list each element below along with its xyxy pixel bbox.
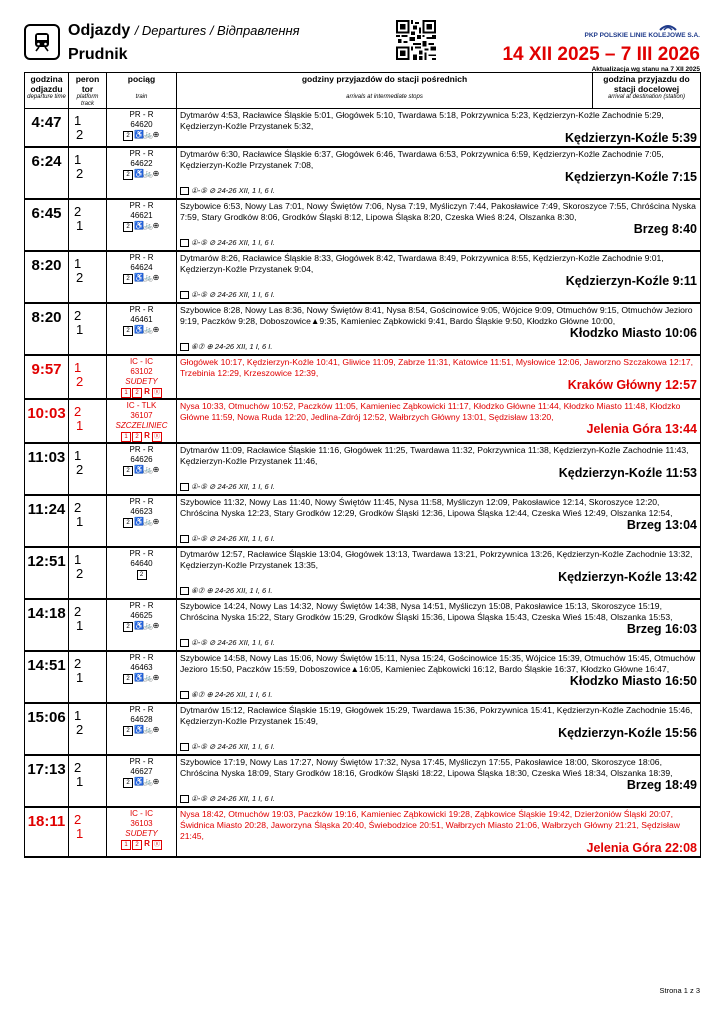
train-number: 46627	[130, 767, 153, 776]
platform-number: 2	[74, 812, 82, 827]
platform-track	[69, 199, 107, 251]
platform-number: 1	[74, 152, 82, 167]
train-amenities	[107, 674, 176, 684]
train-info	[107, 303, 177, 355]
departure-row	[25, 703, 701, 755]
train-info	[107, 703, 177, 755]
reservation-required-icon: R	[144, 387, 150, 396]
departure-row	[25, 755, 701, 807]
bicycle-icon: 🚲	[143, 273, 153, 282]
bicycle-icon: 🚲	[143, 777, 153, 786]
bistro-icon: ⊕	[152, 273, 160, 282]
service-note: ①-⑤ ⊘ 24-26 XII, 1 I, 6 I.	[180, 741, 697, 752]
bistro-icon: ⊕	[152, 725, 160, 734]
train-info	[107, 495, 177, 547]
train-amenities	[107, 726, 176, 736]
platform-track	[69, 303, 107, 355]
train-name: SZCZELINIEC	[115, 421, 168, 430]
service-note: ⑥⑦ ⊕ 24-26 XII, 1 I, 6 I.	[180, 341, 697, 352]
train-info	[107, 251, 177, 303]
route-cell	[177, 147, 701, 199]
calendar-icon	[180, 187, 189, 195]
platform-number: 2	[74, 656, 82, 671]
platform-number: 2	[74, 760, 82, 775]
departure-row	[25, 443, 701, 495]
train-category: PR - R	[129, 497, 154, 506]
train-icon	[24, 24, 60, 60]
platform-track	[69, 599, 107, 651]
service-note: ①-⑤ ⊘ 24-26 XII, 1 I, 6 I.	[180, 481, 697, 492]
destination: Jelenia Góra 13:44	[586, 422, 697, 436]
second-class-icon: 2	[123, 170, 133, 180]
destination: Brzeg 8:40	[633, 222, 697, 236]
second-class-icon: 2	[123, 466, 133, 476]
track-number: 1	[76, 774, 84, 789]
intermediate-stops: Dytmarów 4:53, Racławice Śląskie 5:01, Głogówek 5:10, Twardawa 5:18, Pokrzywnica 5:23, Kędzierzyn-Koźle Zachodnie 5:29, Kędzierzyn-Koźle Przystanek 5:32,	[180, 110, 664, 131]
calendar-icon	[180, 587, 189, 595]
bistro-icon: ⊕	[152, 621, 160, 630]
train-name: SUDETY	[125, 377, 158, 386]
service-note: ①-⑤ ⊘ 24-26 XII, 1 I, 6 I.	[180, 533, 697, 544]
departure-time: 8:20	[25, 303, 69, 355]
train-name: SUDETY	[125, 829, 158, 838]
departure-time: 14:51	[25, 651, 69, 703]
train-category: PR - R	[129, 110, 154, 119]
route-cell	[177, 251, 701, 303]
train-info	[107, 399, 177, 443]
departure-time: 9:57	[25, 355, 69, 399]
service-note: ①-⑤ ⊘ 24-26 XII, 1 I, 6 I.	[180, 793, 697, 804]
intermediate-stops: Nysa 18:42, Otmuchów 19:03, Paczków 19:16, Kamieniec Ząbkowicki 19:28, Ząbkowice Śląskie 19:42, Dzierżoniów Śląski 20:07, Świdnica Miasto 20:28, Jaworzyna Śląska 20:40, Świebodzice 20:51, Wałbrzych Miasto 21:06, Wałbrzych Główny 21:21, Sędzisław 21:45,	[180, 809, 680, 841]
first-class-icon: 1	[121, 388, 131, 398]
platform-track	[69, 443, 107, 495]
bicycle-icon: 🚲	[143, 221, 153, 230]
train-category: IC - IC	[129, 357, 154, 366]
train-amenities	[107, 131, 176, 141]
departure-time: 11:03	[25, 443, 69, 495]
train-info	[107, 547, 177, 599]
calendar-icon	[180, 343, 189, 351]
train-info	[107, 147, 177, 199]
train-amenities	[107, 388, 176, 398]
second-class-icon: 2	[123, 622, 133, 632]
wheelchair-icon: ♿	[134, 130, 144, 139]
intermediate-stops: Szybowice 14:58, Nowy Las 15:06, Nowy Świętów 15:11, Nysa 15:24, Gościnowice 15:35, Wójcice 15:39, Otmuchów 15:45, Otmuchów Jezioro 15:50, Paczków 15:59, Doboszowice▲16:05, Kamieniec Ząbkowicki 16:12, Bardo Śląskie 16:37, Kłodzko Główne 16:47,	[180, 653, 696, 674]
destination: Kędzierzyn-Koźle 5:39	[565, 131, 697, 145]
route-cell	[177, 443, 701, 495]
platform-number: 1	[74, 360, 82, 375]
train-info	[107, 109, 177, 148]
track-number: 2	[76, 566, 84, 581]
second-class-icon: 2	[123, 222, 133, 232]
departure-time: 14:18	[25, 599, 69, 651]
train-number: 46623	[130, 507, 153, 516]
wheelchair-icon: ♿	[134, 777, 144, 786]
column-header-route: godziny przyjazdów do stacji pośrednich arrivals at intermediate stops	[177, 73, 593, 109]
wheelchair-icon: ♿	[134, 221, 144, 230]
platform-track	[69, 399, 107, 443]
departures-table	[24, 72, 701, 858]
train-number: 46461	[130, 315, 153, 324]
route-cell	[177, 703, 701, 755]
destination: Kędzierzyn-Koźle 13:42	[558, 570, 697, 584]
departure-row	[25, 807, 701, 857]
service-note: ①-⑤ ⊘ 24-26 XII, 1 I, 6 I.	[180, 289, 697, 300]
platform-track	[69, 807, 107, 857]
train-category: PR - R	[129, 601, 154, 610]
first-class-icon: 1	[121, 840, 131, 850]
bistro-icon: ⊕	[152, 221, 160, 230]
bicycle-icon: 🚲	[143, 130, 153, 139]
second-class-icon: 2	[123, 274, 133, 284]
track-number: 1	[76, 218, 84, 233]
bicycle-icon: 🚲	[143, 517, 153, 526]
platform-track	[69, 547, 107, 599]
platform-number: 2	[74, 308, 82, 323]
train-amenities	[107, 170, 176, 180]
train-number: 64622	[130, 159, 153, 168]
timetable-header	[24, 20, 700, 76]
route-cell	[177, 109, 701, 148]
second-class-icon: 2	[123, 131, 133, 141]
track-number: 1	[76, 618, 84, 633]
wheelchair-icon: ♿	[134, 325, 144, 334]
second-class-icon: 2	[132, 388, 142, 398]
train-number: 64640	[130, 559, 153, 568]
platform-track	[69, 251, 107, 303]
departure-time: 8:20	[25, 251, 69, 303]
calendar-icon	[180, 795, 189, 803]
track-number: 1	[76, 826, 84, 841]
departure-row	[25, 109, 701, 148]
page-number: Strona 1 z 3	[659, 986, 700, 995]
train-category: PR - R	[129, 201, 154, 210]
service-note: ⑥⑦ ⊕ 24-26 XII, 1 I, 6 I.	[180, 689, 697, 700]
train-category: IC - IC	[129, 809, 154, 818]
reservation-icon: Ⓡ	[153, 390, 160, 396]
train-category: PR - R	[129, 705, 154, 714]
route-cell	[177, 495, 701, 547]
wheelchair-icon: ♿	[134, 465, 144, 474]
calendar-icon	[180, 239, 189, 247]
train-info	[107, 807, 177, 857]
train-category: IC - TLK	[126, 401, 157, 410]
train-number: 36103	[130, 819, 153, 828]
train-amenities	[107, 840, 176, 850]
route-cell	[177, 199, 701, 251]
calendar-icon	[180, 639, 189, 647]
intermediate-stops: Dytmarów 11:09, Racławice Śląskie 11:16, Głogówek 11:25, Twardawa 11:32, Pokrzywnica 11:38, Kędzierzyn-Koźle Zachodnie 11:43, Kędzierzyn-Koźle Przystanek 11:46,	[180, 445, 689, 466]
train-number: 64620	[130, 120, 153, 129]
train-info	[107, 755, 177, 807]
intermediate-stops: Szybowice 6:53, Nowy Las 7:01, Nowy Świętów 7:06, Nysa 7:19, Myśliczyn 7:44, Pakosławice 7:49, Skoroszyce 7:55, Chróścina Nyska 7:59, Stary Grodków 8:06, Grodków Śląski 8:12, Lipowa Śląska 8:20, Czeska Wieś 8:24, Olszanka 8:30,	[180, 201, 696, 222]
departure-time: 11:24	[25, 495, 69, 547]
reservation-required-icon: R	[144, 431, 150, 440]
bistro-icon: ⊕	[152, 673, 160, 682]
destination: Kraków Główny 12:57	[567, 378, 697, 392]
intermediate-stops: Dytmarów 12:57, Racławice Śląskie 13:04, Głogówek 13:13, Twardawa 13:21, Pokrzywnica 13:26, Kędzierzyn-Koźle Zachodnie 13:32, Kędzierzyn-Koźle Przystanek 13:35,	[180, 549, 693, 570]
destination: Brzeg 13:04	[626, 518, 697, 532]
route-cell	[177, 355, 701, 399]
train-number: 46463	[130, 663, 153, 672]
track-number: 1	[76, 670, 84, 685]
column-header-destination: godzina przyjazdu do stacji docelowej arrival at destination (station)	[593, 73, 701, 109]
calendar-icon	[180, 535, 189, 543]
train-category: PR - R	[129, 445, 154, 454]
route-cell	[177, 651, 701, 703]
departure-row	[25, 599, 701, 651]
intermediate-stops: Głogówek 10:17, Kędzierzyn-Koźle 10:41, Gliwice 11:09, Zabrze 11:31, Katowice 11:51, Mysłowice 12:06, Jaworzno Szczakowa 12:17, Trzebinia 12:29, Krzeszowice 12:39,	[180, 357, 694, 378]
operator-logo: PKP POLSKIE LINIE KOLEJOWE S.A.	[570, 22, 700, 39]
second-class-icon: 2	[132, 840, 142, 850]
intermediate-stops: Szybowice 17:19, Nowy Las 17:27, Nowy Świętów 17:32, Nysa 17:45, Myśliczyn 17:55, Pakosławice 18:00, Skoroszyce 18:06, Chróścina Nyska 18:09, Stary Grodków 18:16, Grodków Śląski 18:22, Lipowa Śląska 18:30, Czeska Wieś 18:34, Olszanka 18:39,	[180, 757, 673, 778]
column-header-train: pociąg train	[107, 73, 177, 109]
wheelchair-icon: ♿	[134, 725, 144, 734]
intermediate-stops: Szybowice 11:32, Nowy Las 11:40, Nowy Świętów 11:45, Nysa 11:58, Myśliczyn 12:09, Pakosławice 12:14, Skoroszyce 12:20, Chróścina Nyska 12:23, Stary Grodków 12:29, Grodków Śląski 12:36, Lipowa Śląska 12:44, Czeska Wieś 12:49, Olszanka 12:54,	[180, 497, 673, 518]
departure-time: 17:13	[25, 755, 69, 807]
route-cell	[177, 547, 701, 599]
destination: Kędzierzyn-Koźle 11:53	[558, 466, 697, 480]
bistro-icon: ⊕	[152, 465, 160, 474]
track-number: 2	[76, 127, 84, 142]
train-number: 64626	[130, 455, 153, 464]
departure-time: 6:24	[25, 147, 69, 199]
platform-number: 1	[74, 256, 82, 271]
departure-row	[25, 399, 701, 443]
destination: Kłodzko Miasto 16:50	[569, 674, 697, 688]
train-number: 46621	[130, 211, 153, 220]
departure-row	[25, 495, 701, 547]
reservation-icon: Ⓡ	[153, 842, 160, 848]
route-cell	[177, 755, 701, 807]
intermediate-stops: Dytmarów 6:30, Racławice Śląskie 6:37, Głogówek 6:46, Twardawa 6:53, Pokrzywnica 6:59, Kędzierzyn-Koźle Zachodnie 7:05, Kędzierzyn-Koźle Przystanek 7:08,	[180, 149, 664, 170]
train-amenities	[107, 622, 176, 632]
track-number: 1	[76, 322, 84, 337]
platform-number: 1	[74, 113, 82, 128]
wheelchair-icon: ♿	[134, 517, 144, 526]
intermediate-stops: Nysa 10:33, Otmuchów 10:52, Paczków 11:05, Kamieniec Ząbkowicki 11:17, Kłodzko Główne 11:44, Kłodzko Miasto 11:48, Kłodzko Główne 11:59, Nowa Ruda 12:20, Jedlina-Zdrój 12:52, Wałbrzych Główny 13:01, Sędzisław 13:20,	[180, 401, 681, 422]
update-note: Aktualizacja wg stanu na 7 XII 2025	[591, 66, 700, 73]
track-number: 2	[76, 722, 84, 737]
intermediate-stops: Szybowice 8:28, Nowy Las 8:36, Nowy Świętów 8:41, Nysa 8:54, Gościnowice 9:05, Wójcice 9:09, Otmuchów 9:15, Otmuchów Jezioro 9:19, Paczków 9:28, Doboszowice▲9:35, Kamieniec Ząbkowicki 9:41, Bardo Śląskie 9:50, Kłodzko Główne 10:00,	[180, 305, 693, 326]
departure-row	[25, 355, 701, 399]
track-number: 2	[76, 166, 84, 181]
track-number: 1	[76, 418, 84, 433]
platform-track	[69, 651, 107, 703]
platform-track	[69, 703, 107, 755]
destination: Kędzierzyn-Koźle 7:15	[565, 170, 697, 184]
departure-time: 18:11	[25, 807, 69, 857]
platform-track	[69, 109, 107, 148]
reservation-icon: Ⓡ	[153, 434, 160, 440]
qr-code-icon	[396, 20, 436, 60]
train-info	[107, 599, 177, 651]
departure-row	[25, 251, 701, 303]
train-number: 64628	[130, 715, 153, 724]
train-amenities	[107, 466, 176, 476]
departure-time: 15:06	[25, 703, 69, 755]
station-name: Prudnik	[68, 46, 128, 63]
train-amenities	[107, 778, 176, 788]
train-info	[107, 199, 177, 251]
train-category: PR - R	[129, 305, 154, 314]
calendar-icon	[180, 291, 189, 299]
destination: Kędzierzyn-Koźle 15:56	[558, 726, 697, 740]
service-note: ①-⑤ ⊘ 24-26 XII, 1 I, 6 I.	[180, 637, 697, 648]
train-category: PR - R	[129, 653, 154, 662]
track-number: 2	[76, 462, 84, 477]
train-amenities	[107, 432, 176, 442]
validity-period: 14 XII 2025 – 7 III 2026	[502, 44, 700, 65]
bistro-icon: ⊕	[152, 517, 160, 526]
route-cell	[177, 599, 701, 651]
bicycle-icon: 🚲	[143, 725, 153, 734]
train-amenities	[107, 326, 176, 336]
intermediate-stops: Dytmarów 8:26, Racławice Śląskie 8:33, Głogówek 8:42, Twardawa 8:49, Pokrzywnica 8:55, Kędzierzyn-Koźle Zachodnie 9:01, Kędzierzyn-Koźle Przystanek 9:04,	[180, 253, 664, 274]
departure-time: 4:47	[25, 109, 69, 148]
train-info	[107, 443, 177, 495]
service-note: ⑥⑦ ⊕ 24-26 XII, 1 I, 6 I.	[180, 585, 697, 596]
train-amenities	[107, 570, 176, 580]
departure-time: 12:51	[25, 547, 69, 599]
train-amenities	[107, 274, 176, 284]
intermediate-stops: Szybowice 14:24, Nowy Las 14:32, Nowy Świętów 14:38, Nysa 14:51, Myśliczyn 15:08, Pakosławice 15:13, Skoroszyce 15:19, Chróścina Nyska 15:22, Stary Grodków 15:29, Grodków Śląski 15:36, Lipowa Śląska 15:43, Czeska Wieś 15:48, Olszanka 15:53,	[180, 601, 673, 622]
intermediate-stops: Dytmarów 15:12, Racławice Śląskie 15:19, Głogówek 15:29, Twardawa 15:36, Pokrzywnica 15:41, Kędzierzyn-Koźle Zachodnie 15:46, Kędzierzyn-Koźle Przystanek 15:49,	[180, 705, 693, 726]
train-category: PR - R	[129, 757, 154, 766]
calendar-icon	[180, 483, 189, 491]
platform-track	[69, 495, 107, 547]
second-class-icon: 2	[123, 518, 133, 528]
column-header-time: godzina odjazdu departure time	[25, 73, 69, 109]
departure-time: 6:45	[25, 199, 69, 251]
bistro-icon: ⊕	[152, 777, 160, 786]
train-category: PR - R	[129, 253, 154, 262]
platform-number: 2	[74, 204, 82, 219]
train-info	[107, 355, 177, 399]
train-amenities	[107, 222, 176, 232]
service-note: ①-⑤ ⊘ 24-26 XII, 1 I, 6 I.	[180, 237, 697, 248]
platform-track	[69, 355, 107, 399]
platform-number: 1	[74, 708, 82, 723]
calendar-icon	[180, 743, 189, 751]
platform-number: 2	[74, 404, 82, 419]
platform-number: 2	[74, 604, 82, 619]
destination: Brzeg 16:03	[626, 622, 697, 636]
departure-row	[25, 651, 701, 703]
page-title: Odjazdy / Departures / Відправлення	[68, 22, 300, 39]
track-number: 1	[76, 514, 84, 529]
first-class-icon: 1	[121, 432, 131, 442]
platform-number: 2	[74, 500, 82, 515]
route-cell	[177, 303, 701, 355]
track-number: 2	[76, 270, 84, 285]
second-class-icon: 2	[123, 778, 133, 788]
second-class-icon: 2	[123, 674, 133, 684]
departure-row	[25, 303, 701, 355]
train-number: 36107	[130, 411, 153, 420]
route-cell	[177, 399, 701, 443]
platform-track	[69, 147, 107, 199]
departure-time: 10:03	[25, 399, 69, 443]
departure-row	[25, 147, 701, 199]
bistro-icon: ⊕	[152, 325, 160, 334]
platform-number: 1	[74, 448, 82, 463]
train-number: 46625	[130, 611, 153, 620]
bicycle-icon: 🚲	[143, 621, 153, 630]
bistro-icon: ⊕	[152, 130, 160, 139]
track-number: 2	[76, 374, 84, 389]
wheelchair-icon: ♿	[134, 169, 144, 178]
bicycle-icon: 🚲	[143, 169, 153, 178]
second-class-icon: 2	[123, 726, 133, 736]
train-number: 63102	[130, 367, 153, 376]
bicycle-icon: 🚲	[143, 465, 153, 474]
wheelchair-icon: ♿	[134, 273, 144, 282]
route-cell	[177, 807, 701, 857]
destination: Kłodzko Miasto 10:06	[569, 326, 697, 340]
second-class-icon: 2	[132, 432, 142, 442]
service-note: ①-⑤ ⊘ 24-26 XII, 1 I, 6 I.	[180, 185, 697, 196]
train-amenities	[107, 518, 176, 528]
departure-row	[25, 547, 701, 599]
destination: Kędzierzyn-Koźle 9:11	[565, 274, 697, 288]
bicycle-icon: 🚲	[143, 673, 153, 682]
train-number: 64624	[130, 263, 153, 272]
calendar-icon	[180, 691, 189, 699]
train-info	[107, 651, 177, 703]
platform-track	[69, 755, 107, 807]
departure-row	[25, 199, 701, 251]
wheelchair-icon: ♿	[134, 621, 144, 630]
bicycle-icon: 🚲	[143, 325, 153, 334]
train-category: PR - R	[129, 549, 154, 558]
bistro-icon: ⊕	[152, 169, 160, 178]
destination: Jelenia Góra 22:08	[586, 841, 697, 855]
reservation-required-icon: R	[144, 839, 150, 848]
train-category: PR - R	[129, 149, 154, 158]
second-class-icon: 2	[123, 326, 133, 336]
wheelchair-icon: ♿	[134, 673, 144, 682]
second-class-icon: 2	[137, 570, 147, 580]
platform-number: 1	[74, 552, 82, 567]
column-header-track: peron tor platform track	[69, 73, 107, 109]
destination: Brzeg 18:49	[626, 778, 697, 792]
